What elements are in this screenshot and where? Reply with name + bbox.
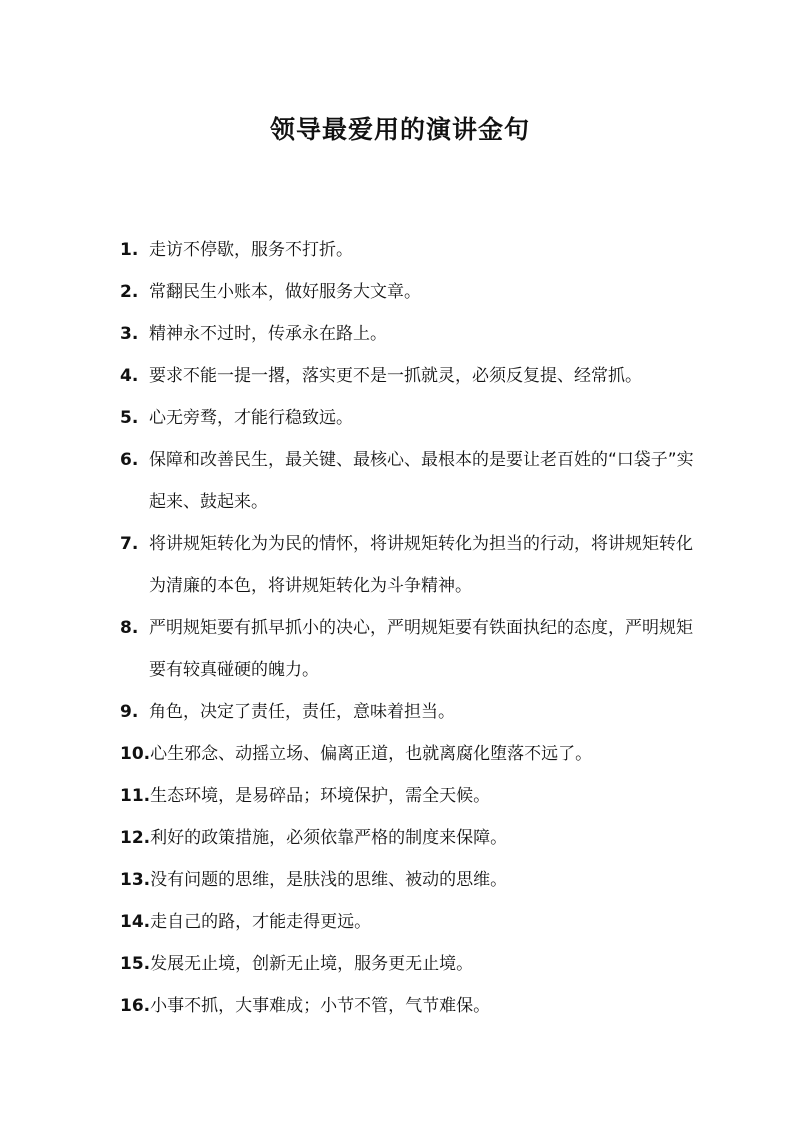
list-item bbox=[120, 313, 695, 355]
list-item bbox=[120, 439, 695, 523]
list-item bbox=[120, 985, 695, 1027]
item-text: 小事不抓，大事难成；小节不管，气节难保。 bbox=[150, 996, 491, 1016]
item-text: 要求不能一提一撂，落实更不是一抓就灵，必须反复提、经常抓。 bbox=[149, 366, 642, 386]
list-item bbox=[120, 817, 695, 859]
list-item bbox=[120, 523, 695, 607]
item-number: 11. bbox=[120, 786, 151, 806]
item-number: 12. bbox=[120, 828, 151, 848]
item-text: 心无旁骛，才能行稳致远。 bbox=[149, 408, 353, 428]
item-text: 精神永不过时，传承永在路上。 bbox=[149, 324, 387, 344]
item-number: 4. bbox=[120, 366, 139, 386]
item-text: 走访不停歇，服务不打折。 bbox=[149, 240, 353, 260]
item-text: 常翻民生小账本，做好服务大文章。 bbox=[149, 282, 421, 302]
item-text: 角色，决定了责任，责任，意味着担当。 bbox=[149, 702, 455, 722]
item-number: 16. bbox=[120, 996, 151, 1016]
item-number: 6. bbox=[120, 450, 139, 470]
item-text: 严明规矩要有抓早抓小的决心，严明规矩要有铁面执纪的态度，严明规矩要有较真碰硬的魄力。 bbox=[149, 618, 693, 680]
item-number: 3. bbox=[120, 324, 139, 344]
list-item bbox=[120, 355, 695, 397]
list-item bbox=[120, 607, 695, 691]
item-number: 8. bbox=[120, 618, 139, 638]
item-number: 14. bbox=[120, 912, 151, 932]
item-number: 9. bbox=[120, 702, 139, 722]
list-item bbox=[120, 901, 695, 943]
page-title: 领导最爱用的演讲金句 bbox=[269, 115, 530, 144]
item-text: 心生邪念、动摇立场、偏离正道，也就离腐化堕落不远了。 bbox=[150, 744, 593, 764]
list-item bbox=[120, 943, 695, 985]
list-item bbox=[120, 691, 695, 733]
item-text: 生态环境，是易碎品；环境保护，需全天候。 bbox=[150, 786, 491, 806]
item-number: 7. bbox=[120, 534, 139, 554]
item-number: 15. bbox=[120, 954, 151, 974]
item-text: 将讲规矩转化为为民的情怀，将讲规矩转化为担当的行动，将讲规矩转化为清廉的本色，将讲规矩转化为斗争精神。 bbox=[149, 534, 693, 596]
item-number: 2. bbox=[120, 282, 139, 302]
list-item bbox=[120, 229, 695, 271]
item-text: 保障和改善民生，最关键、最核心、最根本的是要让老百姓的“口袋子”实起来、鼓起来。 bbox=[149, 450, 694, 512]
item-text: 发展无止境，创新无止境，服务更无止境。 bbox=[150, 954, 474, 974]
item-number: 1. bbox=[120, 240, 139, 260]
item-number: 5. bbox=[120, 408, 139, 428]
item-text: 走自己的路，才能走得更远。 bbox=[150, 912, 372, 932]
list-item bbox=[120, 859, 695, 901]
list-item bbox=[120, 733, 695, 775]
item-text: 没有问题的思维，是肤浅的思维、被动的思维。 bbox=[150, 870, 508, 890]
list-item bbox=[120, 397, 695, 439]
list-item bbox=[120, 271, 695, 313]
quote-list bbox=[120, 229, 695, 1027]
item-number: 10. bbox=[120, 744, 151, 764]
list-item bbox=[120, 775, 695, 817]
item-text: 利好的政策措施，必须依靠严格的制度来保障。 bbox=[150, 828, 508, 848]
item-number: 13. bbox=[120, 870, 151, 890]
